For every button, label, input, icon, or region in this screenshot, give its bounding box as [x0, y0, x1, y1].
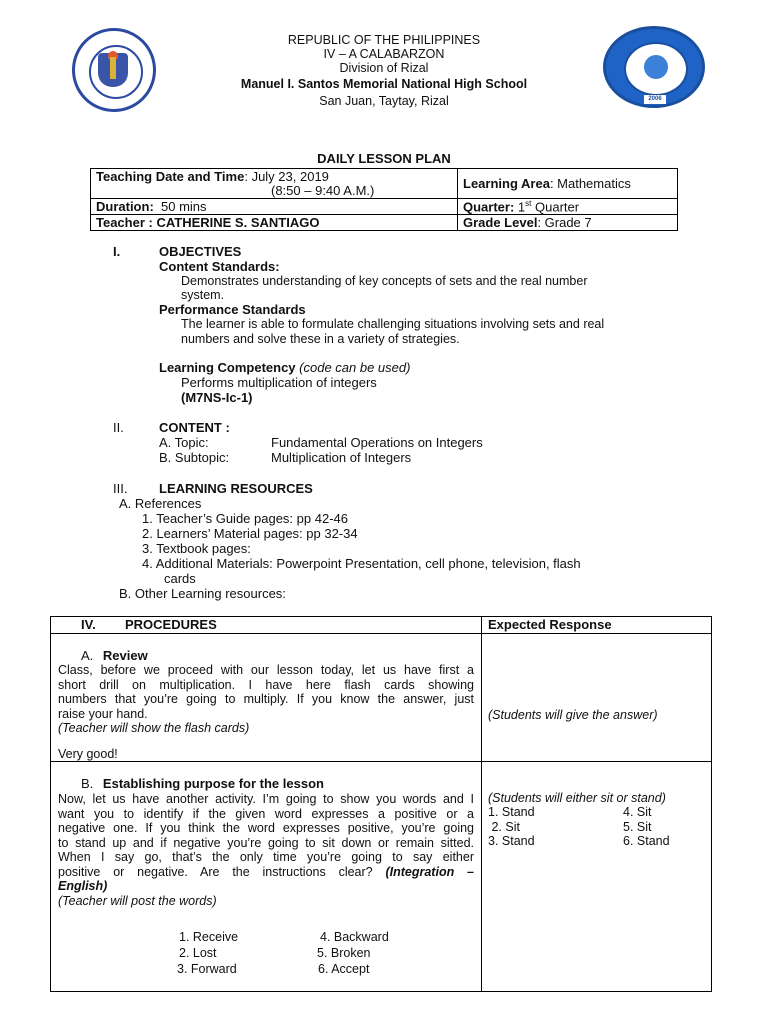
response-list-left: [488, 805, 535, 849]
resources-heading: LEARNING RESOURCES: [159, 481, 313, 496]
resources-number: III.: [113, 481, 128, 496]
other-resources-label: B. Other Learning resources:: [119, 586, 286, 601]
review-title: Review: [102, 648, 148, 663]
performance-standards-line1: The learner is able to formulate challenging situations involving sets and real: [181, 317, 605, 331]
response-item-2: 2. Sit: [488, 819, 520, 834]
response-item-5: 5. Sit: [623, 819, 652, 834]
word-item-1: 1. Receive: [179, 930, 239, 944]
purpose-paragraph: [58, 792, 474, 908]
learning-competency-text: Performs multiplication of integers: [181, 375, 377, 390]
word-item-2: 2. Lost: [179, 946, 217, 960]
review-paragraph: [58, 663, 474, 736]
response-item-4: 4. Sit: [623, 805, 652, 819]
purpose-integration-note: (Integration –: [385, 864, 474, 879]
duration-cell: [91, 199, 458, 215]
quarter-number: 1: [517, 199, 526, 215]
header-region: IV – A CALABARZON: [323, 47, 445, 61]
procedures-row-divider: [51, 761, 711, 762]
resource-item-4-cont: cards: [164, 571, 196, 586]
response-list-right: [623, 805, 670, 849]
purpose-letter: B.: [81, 776, 94, 791]
word-list-right: [317, 929, 389, 977]
lesson-info-table: [90, 168, 678, 231]
grade-level-cell: [458, 215, 678, 231]
review-expected-response: (Students will give the answer): [488, 708, 658, 722]
purpose-line-5: When I say go, that’s the only time you’re going to say either: [58, 850, 474, 864]
content-standards-line1: Demonstrates understanding of key concepts of sets and the real number: [181, 274, 588, 288]
learning-area-label: Learning Area: [463, 176, 550, 191]
subtopic-value: Multiplication of Integers: [271, 450, 412, 465]
header-school-name: Manuel I. Santos Memorial National High School: [240, 77, 528, 91]
review-closing: Very good!: [58, 747, 118, 761]
response-item-1: 1. Stand: [488, 805, 535, 819]
purpose-integration-subject: English): [58, 879, 108, 893]
objectives-heading: OBJECTIVES: [159, 244, 242, 259]
response-item-6: 6. Stand: [623, 834, 670, 848]
review-line-3: numbers that you’re going to multiply. If you know the answer, just: [58, 692, 474, 706]
grade-level-label: Grade Level: [463, 215, 538, 231]
grade-level-value: : Grade 7: [537, 215, 592, 231]
resource-item-2: 2. Learners’ Material pages: pp 32-34: [142, 526, 358, 541]
purpose-line-4: to stand up and if negative you’re going to sit down or remain sitted.: [58, 835, 474, 850]
quarter-label: Quarter:: [463, 199, 515, 215]
review-letter: A.: [81, 648, 94, 663]
purpose-line-6: [58, 865, 474, 880]
content-standards-line2: system.: [181, 288, 225, 302]
objectives-number: I.: [113, 244, 121, 259]
content-heading: CONTENT :: [159, 420, 230, 435]
review-section-title: [81, 649, 148, 664]
word-item-6: 6. Accept: [318, 962, 370, 976]
purpose-section-title: [81, 777, 324, 792]
learning-competency-row: [159, 360, 410, 375]
learning-area-value: : Mathematics: [549, 176, 631, 191]
word-item-5: 5. Broken: [317, 946, 371, 960]
quarter-cell: [458, 199, 678, 215]
content-number: II.: [113, 420, 124, 435]
review-line-4: raise your hand.: [58, 706, 148, 721]
performance-standards-label: Performance Standards: [159, 302, 306, 317]
teaching-date-value: : July 23, 2019: [244, 169, 329, 184]
word-item-3: 3. Forward: [177, 962, 237, 976]
learning-competency-note: (code can be used): [299, 360, 411, 375]
duration-value: 50 mins: [161, 199, 207, 215]
content-standards-label: Content Standards:: [159, 259, 280, 274]
procedures-heading: PROCEDURES: [125, 617, 217, 632]
purpose-title: Establishing purpose for the lesson: [102, 776, 324, 791]
duration-label: Duration:: [96, 199, 154, 215]
resource-item-1: 1. Teacher’s Guide pages: pp 42-46: [142, 511, 348, 526]
references-label: A. References: [119, 496, 202, 511]
review-line-2: short drill on multiplication. I have here flash cards showing: [58, 677, 474, 692]
purpose-note: (Teacher will post the words): [58, 893, 217, 908]
teaching-date-cell: [91, 169, 458, 199]
response-item-3: 3. Stand: [488, 834, 535, 848]
resource-item-4: 4. Additional Materials: Powerpoint Presentation, cell phone, television, flash: [142, 556, 581, 571]
procedures-header-divider: [51, 633, 711, 634]
purpose-line-1: Now, let us have another activity. I’m going to show you words and I: [58, 792, 474, 806]
school-seal-logo: [603, 26, 705, 108]
teacher-cell: Teacher : CATHERINE S. SANTIAGO: [91, 215, 458, 231]
review-note: (Teacher will show the flash cards): [58, 721, 250, 735]
teaching-date-label: Teaching Date and Time: [96, 169, 245, 184]
purpose-line-6-text: positive or negative. Are the instructions clear?: [58, 864, 373, 879]
procedures-column-divider: [481, 617, 482, 991]
header-country: REPUBLIC OF THE PHILIPPINES: [287, 33, 481, 47]
purpose-line-2: want you to identify if the given word expresses a positive or a: [58, 806, 474, 821]
teaching-time-value: (8:50 – 9:40 A.M.): [271, 183, 375, 198]
resource-item-3: 3. Textbook pages:: [142, 541, 251, 556]
topic-value: Fundamental Operations on Integers: [271, 435, 483, 450]
header-address: San Juan, Taytay, Rizal: [319, 94, 449, 108]
header-division: Division of Rizal: [339, 61, 429, 75]
word-item-4: 4. Backward: [320, 930, 389, 944]
subtopic-label: B. Subtopic:: [159, 450, 230, 465]
learning-competency-label: Learning Competency: [159, 360, 296, 375]
learning-area-cell: [458, 169, 678, 199]
expected-response-heading: Expected Response: [488, 617, 612, 632]
word-list-left: [179, 929, 238, 977]
learning-competency-code: (M7NS-Ic-1): [181, 390, 253, 405]
topic-label: A. Topic:: [159, 435, 209, 450]
quarter-word: Quarter: [535, 199, 580, 215]
purpose-line-3: negative one. If you think the word expresses positive, you’re going: [58, 821, 474, 835]
quarter-ordinal: st: [525, 199, 532, 208]
procedures-table: [50, 616, 712, 992]
procedures-heading-number: IV.: [81, 617, 96, 632]
purpose-expected-note: (Students will either sit or stand): [488, 791, 666, 805]
school-seal-year: 2006: [644, 95, 666, 104]
review-line-1: Class, before we proceed with our lesson today, let us have first a: [58, 663, 474, 677]
performance-standards-line2: numbers and solve these in a variety of strategies.: [181, 332, 460, 346]
deped-seal-logo: [72, 28, 156, 112]
document-title: DAILY LESSON PLAN: [317, 151, 451, 166]
